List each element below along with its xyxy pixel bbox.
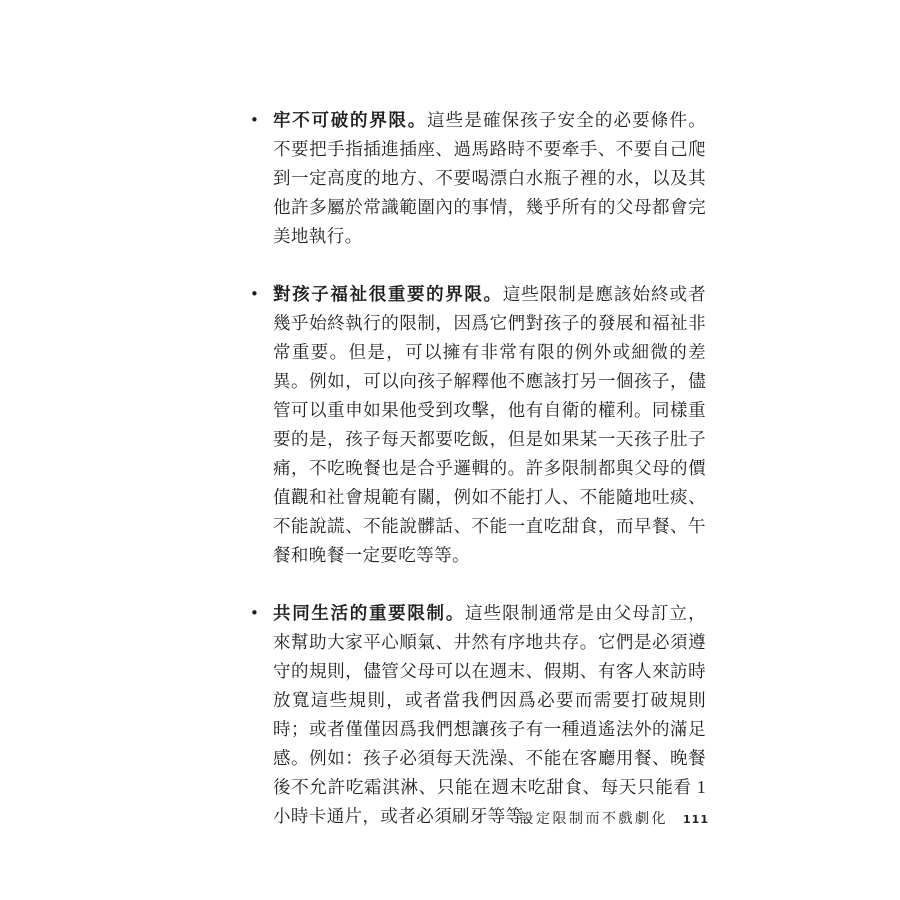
bullet-item-unbreakable-limits [250,106,708,251]
bullet-paragraph [273,106,706,251]
bullet-item-welfare-limits [250,280,708,570]
bullet-dot-icon: • [250,604,259,622]
bullet-paragraph [273,280,706,570]
bullet-dot-icon: • [250,111,259,129]
page-number: 111 [683,813,709,826]
bullet-heading: 對孩子福祉很重要的界限。 [273,284,503,304]
bullet-heading: 牢不可破的界限。 [273,110,427,130]
bullet-body-text: 這些限制通常是由父母訂立，來幫助大家平心順氣、井然有序地共存。它們是必須遵守的規則，儘管父母可以在週末、假期、有客人來訪時放寬這些規則，或者當我們因爲必要而需要打破規則時；或者僅僅因爲我們想讓孩子有一種逍遙法外的滿足感。例如：孩子必須每天洗澡、不能在客廳用餐、晚餐後不允許吃霜淇淋、只能在週末吃甜食、每天只能看 1 小時卡通片，或者必須刷牙等等。 [273,603,706,826]
bullet-body-text: 這些限制是應該始終或者幾乎始終執行的限制，因爲它們對孩子的發展和福祉非常重要。但是，可以擁有非常有限的例外或細微的差異。例如，可以向孩子解釋他不應該打另一個孩子，儘管可以重申如果他受到攻擊，他有自衛的權利。同樣重要的是，孩子每天都要吃飯，但是如果某一天孩子肚子痛，不吃晚餐也是合乎邏輯的。許多限制都與父母的價值觀和社會規範有關，例如不能打人、不能隨地吐痰、不能說謊、不能說髒話、不能一直吃甜食，而早餐、午餐和晚餐一定要吃等等。 [273,284,706,565]
page-footer [520,808,709,828]
bullet-body-text: 這些是確保孩子安全的必要條件。不要把手指插進插座、過馬路時不要牽手、不要自己爬到一定高度的地方、不要喝漂白水瓶子裡的水，以及其他許多屬於常識範圍內的事情，幾乎所有的父母都會完美地執行。 [273,110,706,246]
bullet-item-communal-life-limits [250,599,708,831]
running-chapter-title: 設定限制而不戲劇化 [519,810,669,826]
bullet-dot-icon: • [250,285,259,303]
bullet-heading: 共同生活的重要限制。 [273,603,465,623]
bullet-paragraph [273,599,706,831]
bullet-list [250,106,708,860]
